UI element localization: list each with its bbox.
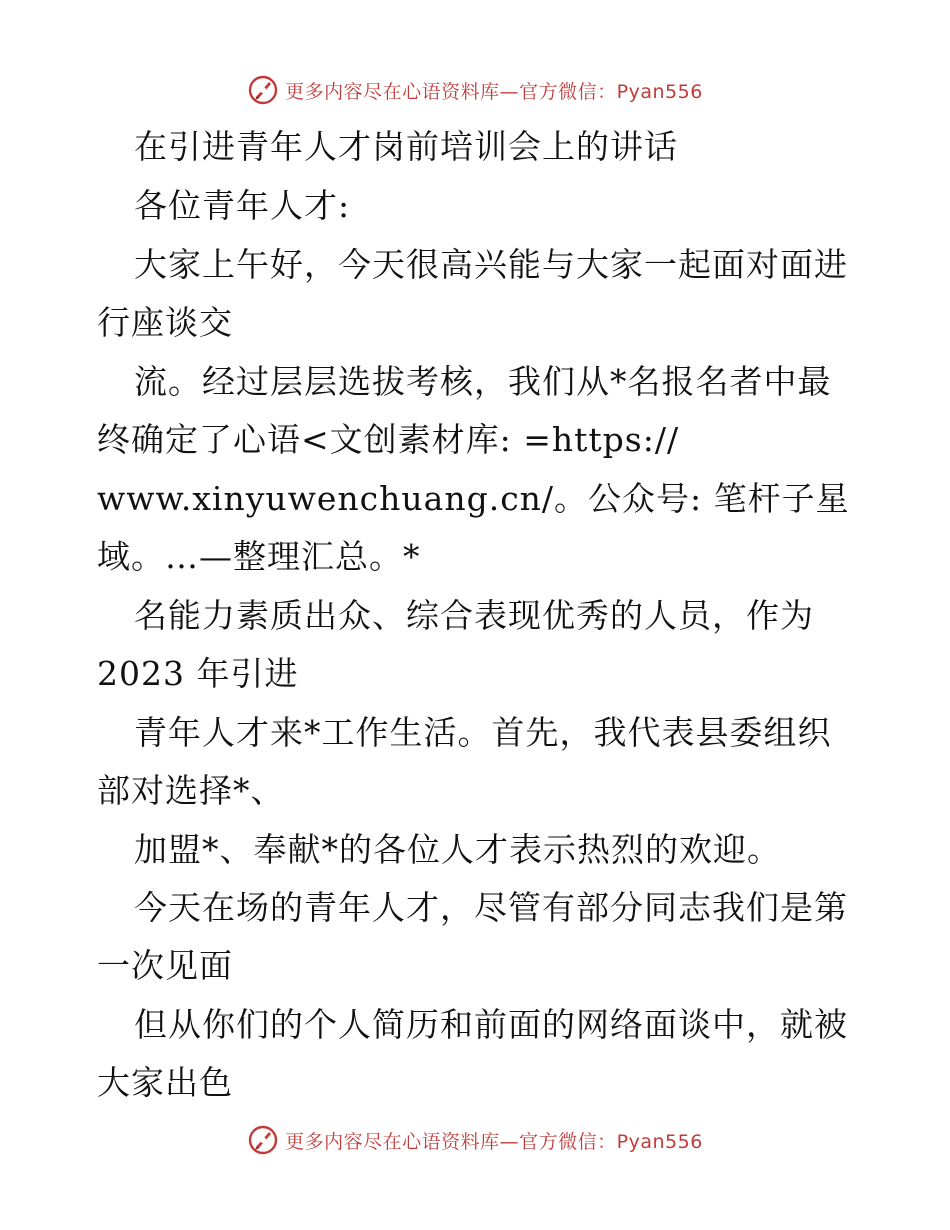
paragraph-line: 青年人才来*工作生活。首先，我代表县委组织	[134, 713, 832, 752]
paragraph-line: 但从你们的个人简历和前面的网络面谈中，就被	[134, 1005, 848, 1044]
paragraph-line: 终确定了心语<文创素材库: =https://	[97, 420, 680, 459]
paragraph-line: 大家上午好，今天很高兴能与大家一起面对面进	[134, 245, 848, 284]
paragraph-line: 今天在场的青年人才，尽管有部分同志我们是第	[134, 888, 848, 927]
paragraph-line: 域。…—整理汇总。*	[97, 537, 421, 576]
paragraph-line: 流。经过层层选拔考核，我们从*名报名者中最	[134, 362, 832, 401]
footer-watermark-banner	[0, 1122, 950, 1158]
quill-pen-logo-icon	[247, 1124, 279, 1156]
paragraph-line: 2023 年引进	[97, 654, 299, 693]
paragraph-line: 名能力素质出众、综合表现优秀的人员，作为	[134, 596, 814, 635]
salutation-line: 各位青年人才:	[134, 186, 351, 225]
quill-pen-logo-icon	[247, 74, 279, 106]
paragraph-line: www.xinyuwenchuang.cn/。公众号: 笔杆子星	[97, 479, 850, 518]
footer-watermark-text: 更多内容尽在心语资料库—官方微信：Pyan556	[285, 1130, 703, 1153]
paragraph-line: 部对选择*、	[97, 771, 285, 810]
header-watermark-banner	[0, 72, 950, 108]
header-watermark-text: 更多内容尽在心语资料库—官方微信：Pyan556	[285, 80, 703, 103]
paragraph-line: 一次见面	[97, 946, 233, 985]
document-title: 在引进青年人才岗前培训会上的讲话	[134, 127, 678, 166]
paragraph-line: 大家出色	[97, 1063, 233, 1102]
paragraph-line: 加盟*、奉献*的各位人才表示热烈的欢迎。	[134, 830, 781, 869]
paragraph-line: 行座谈交	[97, 303, 233, 342]
